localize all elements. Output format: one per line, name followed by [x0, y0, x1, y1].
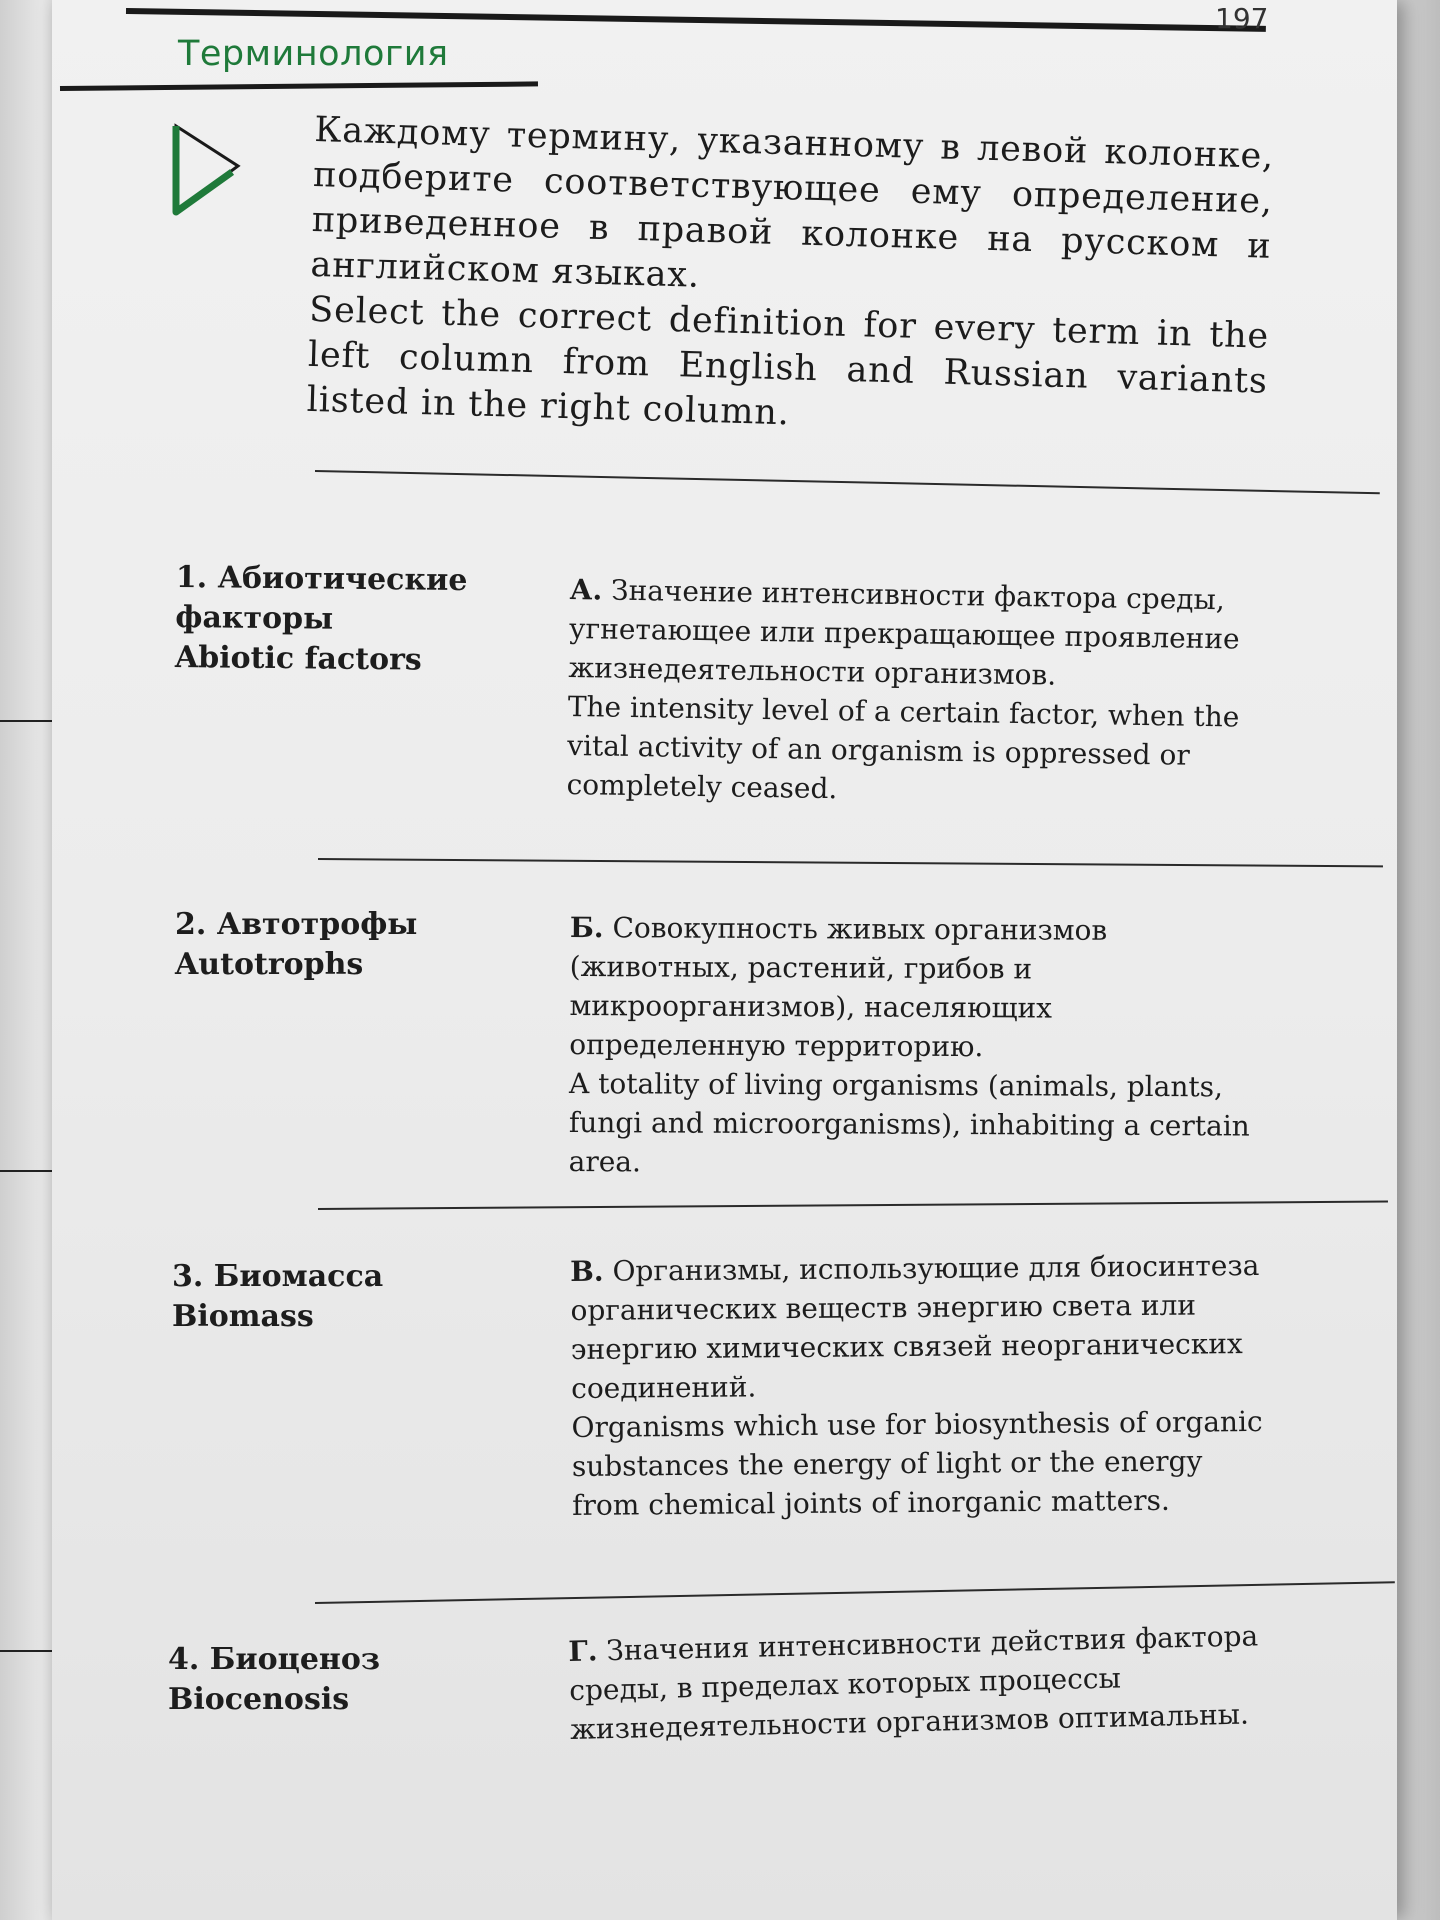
instructions-russian: Каждому термину, указанному в левой колонке, подберите соответствующее ему определение, приведенное в правой колонке на русском и английском языках.	[310, 109, 1275, 296]
definition-b	[569, 908, 1270, 1185]
term-russian: Биоценоз	[209, 1642, 381, 1677]
definition-english: The intensity level of a certain factor, when the vital activity of an organism is oppressed or completely ceased.	[566, 689, 1240, 806]
term-4	[168, 1640, 498, 1720]
definition-russian: Значения интенсивности действия фактора среды, в пределах которых процессы жизнедеятельности организмов оптимальны.	[568, 1619, 1259, 1746]
term-number: 1.	[175, 559, 208, 596]
definition-a	[566, 570, 1270, 815]
term-1	[175, 558, 506, 681]
section-title: Терминология	[178, 34, 449, 74]
definition-letter: Б.	[569, 910, 604, 945]
definition-english: A totality of living organisms (animals, plants, fungi and microorganisms), inhabiting a certain area.	[568, 1066, 1250, 1179]
next-page-edge	[1397, 0, 1440, 1920]
definition-english: Organisms which use for biosynthesis of organic substances the energy of light or the energy from chemical joints of inorganic matters.	[571, 1404, 1263, 1522]
definition-russian: Значение интенсивности фактора среды, угнетающее или прекращающее проявление жизнедеятельности организмов.	[568, 573, 1240, 692]
term-2	[175, 905, 505, 985]
term-english: Biomass	[172, 1299, 314, 1334]
term-russian: Абиотические факторы	[175, 560, 468, 637]
term-russian: Биомасса	[213, 1259, 384, 1294]
term-english: Biocenosis	[168, 1682, 350, 1717]
definition-letter: В.	[570, 1254, 604, 1288]
definition-g	[568, 1616, 1290, 1749]
term-english: Autotrophs	[175, 947, 364, 982]
definition-v	[570, 1246, 1272, 1525]
definition-letter: А.	[569, 572, 603, 607]
previous-page-line	[0, 720, 52, 722]
term-number: 2.	[175, 907, 207, 942]
page-number: 197	[1215, 2, 1269, 35]
term-english: Abiotic factors	[174, 639, 422, 678]
definition-letter: Г.	[568, 1634, 598, 1668]
instructions-english: Select the correct definition for every term in the left column from English and Russian variants listed in the right column.	[306, 289, 1270, 434]
term-russian: Автотрофы	[216, 907, 418, 942]
term-number: 4.	[168, 1642, 200, 1677]
term-number: 3.	[172, 1259, 204, 1294]
definition-russian: Организмы, использующие для биосинтеза органических веществ энергию света или энергию химических связей неорганических соединений.	[570, 1248, 1260, 1405]
instructions-block	[306, 108, 1274, 450]
previous-page-line	[0, 1650, 52, 1652]
term-3	[172, 1257, 502, 1337]
play-triangle-icon	[172, 122, 244, 217]
previous-page-line	[0, 1170, 52, 1172]
definition-russian: Совокупность живых организмов (животных, растений, грибов и микроорганизмов), населяющих определенную территорию.	[569, 911, 1108, 1064]
